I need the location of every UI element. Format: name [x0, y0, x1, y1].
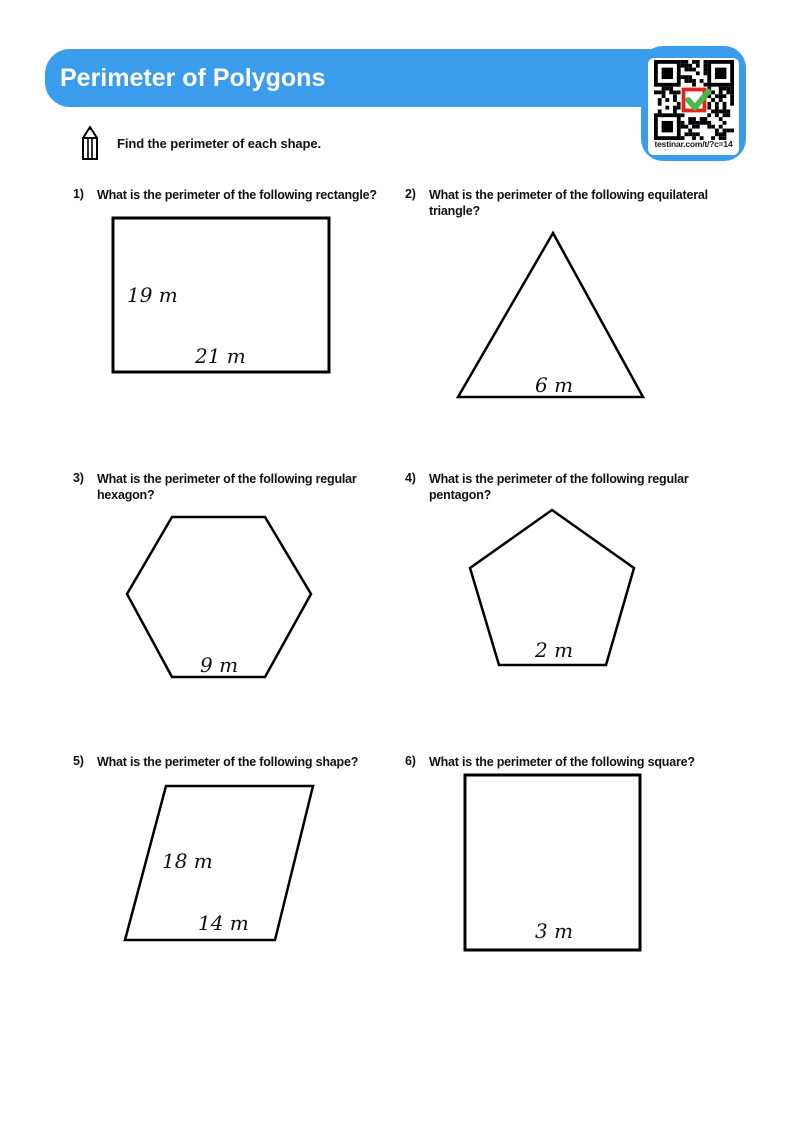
question-number: 3) — [73, 471, 84, 485]
qr-caption: testinar.com/t/?c=14 — [654, 139, 733, 149]
question-text: What is the perimeter of the following rectangle? — [97, 188, 377, 202]
question-number: 6) — [405, 754, 416, 768]
question-number: 4) — [405, 471, 416, 485]
parallelogram-base-label: 14 m — [198, 911, 249, 935]
question-number: 2) — [405, 187, 416, 201]
parallelogram-shape — [115, 781, 325, 946]
pentagon-base-label: 2 m — [535, 638, 574, 662]
instruction-row — [78, 125, 321, 161]
question-number: 5) — [73, 754, 84, 768]
square-shape — [460, 770, 650, 956]
instruction-text: Find the perimeter of each shape. — [117, 135, 322, 151]
page-title: Perimeter of Polygons — [60, 63, 326, 92]
qr-code — [648, 58, 739, 155]
question-text: What is the perimeter of the following equilateral triangle? — [429, 188, 708, 218]
rectangle-base-label: 21 m — [195, 344, 246, 368]
header-bar — [45, 49, 745, 107]
triangle-shape — [445, 226, 655, 402]
question-text: What is the perimeter of the following regular hexagon? — [97, 472, 357, 502]
hexagon-shape — [120, 509, 320, 684]
question-text: What is the perimeter of the following shape? — [97, 755, 359, 769]
qr-code-box — [641, 46, 746, 161]
question-text: What is the perimeter of the following regular pentagon? — [429, 472, 689, 502]
square-base-label: 3 m — [535, 919, 574, 943]
qr-pattern — [651, 60, 737, 140]
pentagon-shape — [462, 504, 647, 672]
parallelogram-side-label: 18 m — [162, 849, 213, 873]
rectangle-shape — [110, 214, 332, 376]
question-number: 1) — [73, 187, 84, 201]
hexagon-base-label: 9 m — [200, 653, 239, 677]
question-text: What is the perimeter of the following square? — [429, 755, 695, 769]
pencil-icon — [78, 125, 102, 161]
triangle-base-label: 6 m — [535, 373, 574, 397]
rectangle-side-label: 19 m — [127, 283, 178, 307]
